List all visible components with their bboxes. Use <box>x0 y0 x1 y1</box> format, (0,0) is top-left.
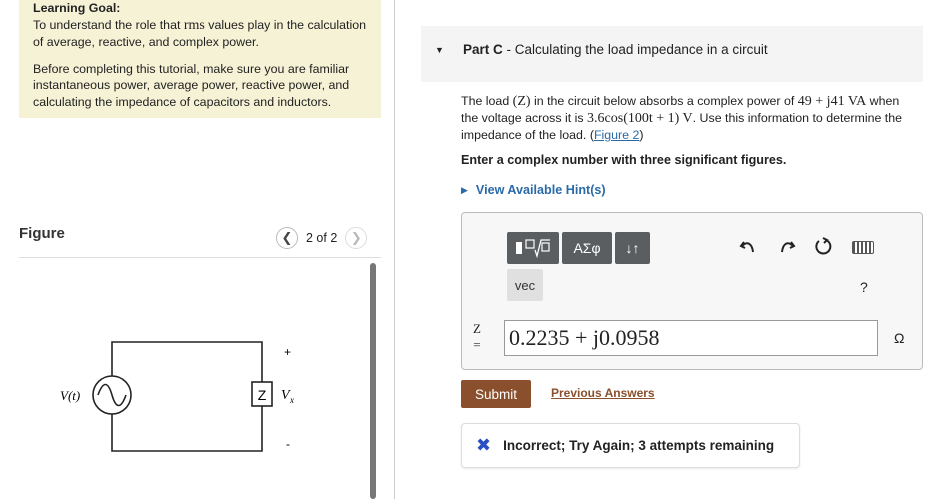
answer-var-equals: = <box>473 337 481 352</box>
greek-symbols-button[interactable]: ΑΣφ <box>562 232 612 264</box>
incorrect-x-icon: ✖ <box>476 435 492 455</box>
learning-goal-text <box>33 17 367 51</box>
undo-icon[interactable] <box>739 237 757 255</box>
left-pane <box>0 0 395 499</box>
view-hints-link[interactable] <box>461 183 606 197</box>
figure-label: Figure <box>19 225 65 242</box>
help-button[interactable]: ? <box>860 279 868 295</box>
circuit-diagram <box>55 335 305 455</box>
plus-sign: + <box>284 345 292 359</box>
templates-button[interactable] <box>507 232 559 264</box>
feedback-text: Incorrect; Try Again; 3 attempts remaining <box>503 438 775 453</box>
question-text <box>461 93 911 144</box>
submit-button[interactable]: Submit <box>461 380 531 408</box>
q-text-1: The load <box>461 94 513 108</box>
answer-box <box>461 212 923 370</box>
voltage-subscript: x <box>290 395 294 405</box>
hints-label: View Available Hint(s) <box>475 183 606 197</box>
arrows-button[interactable]: ↓↑ <box>615 232 650 264</box>
answer-input[interactable]: 0.2235 + j0.0958 <box>504 320 878 356</box>
q-z-math: (Z) <box>512 94 531 109</box>
rms-math: rms <box>183 17 205 33</box>
answer-var-z: Z <box>473 321 481 336</box>
part-header[interactable] <box>421 26 923 82</box>
chevron-right-icon[interactable]: ❯ <box>345 227 367 249</box>
circuit-wire-bottom <box>112 406 262 451</box>
templates-icon <box>515 238 551 258</box>
q-text-2: in the circuit below absorbs a complex power of <box>530 94 798 108</box>
figure-scrollbar[interactable] <box>370 263 376 499</box>
q-text-4: . Use this information to determine the impedance of the load. ( <box>461 111 903 142</box>
previous-answers-link[interactable]: Previous Answers <box>551 386 655 400</box>
unit-label: Ω <box>894 330 905 346</box>
figure-2-link[interactable]: Figure 2 <box>593 128 640 142</box>
load-label: Z <box>257 387 267 403</box>
figure-divider <box>19 257 381 258</box>
redo-icon[interactable] <box>778 237 796 255</box>
part-subtitle: - Calculating the load impedance in a circuit <box>502 42 768 57</box>
q-text-5: ) <box>639 128 644 142</box>
keyboard-icon[interactable] <box>852 241 874 254</box>
q-voltage-math: 3.6cos(100t + 1) V <box>587 111 693 126</box>
chevron-left-icon[interactable]: ❮ <box>276 227 298 249</box>
expand-triangle-icon: ▶ <box>461 184 468 195</box>
learning-goal-box <box>19 0 381 118</box>
circuit-wire-top <box>112 342 262 382</box>
reset-icon[interactable] <box>814 237 832 255</box>
figure-pager <box>276 227 367 249</box>
collapse-caret-icon[interactable]: ▼ <box>435 45 444 55</box>
answer-variable <box>473 321 481 353</box>
instruction-text: Enter a complex number with three significant figures. <box>461 153 787 167</box>
q-text-3: when the voltage across it is <box>461 94 900 125</box>
voltage-label: V <box>281 388 290 403</box>
minus-sign: - <box>286 437 290 451</box>
goal-text-b: values play in the calculation of average, reactive, and complex power. <box>33 17 367 49</box>
q-power-math: 49 + j41 VA <box>797 94 867 109</box>
pane-divider[interactable] <box>394 0 395 499</box>
part-title <box>463 42 768 57</box>
vec-button[interactable]: vec <box>507 269 543 301</box>
feedback-message <box>461 423 800 468</box>
goal-text-a: To understand the role that <box>33 17 184 32</box>
source-label: V(t) <box>60 388 81 403</box>
figure-page-count: 2 of 2 <box>306 231 338 245</box>
learning-goal-title: Learning Goal: <box>33 1 121 15</box>
learning-goal-prereq: Before completing this tutorial, make sure you are familiar instantaneous power, average power, reactive power, and calculating the impedance of capacitors and inductors. <box>33 61 350 109</box>
part-label: Part C <box>463 42 503 57</box>
